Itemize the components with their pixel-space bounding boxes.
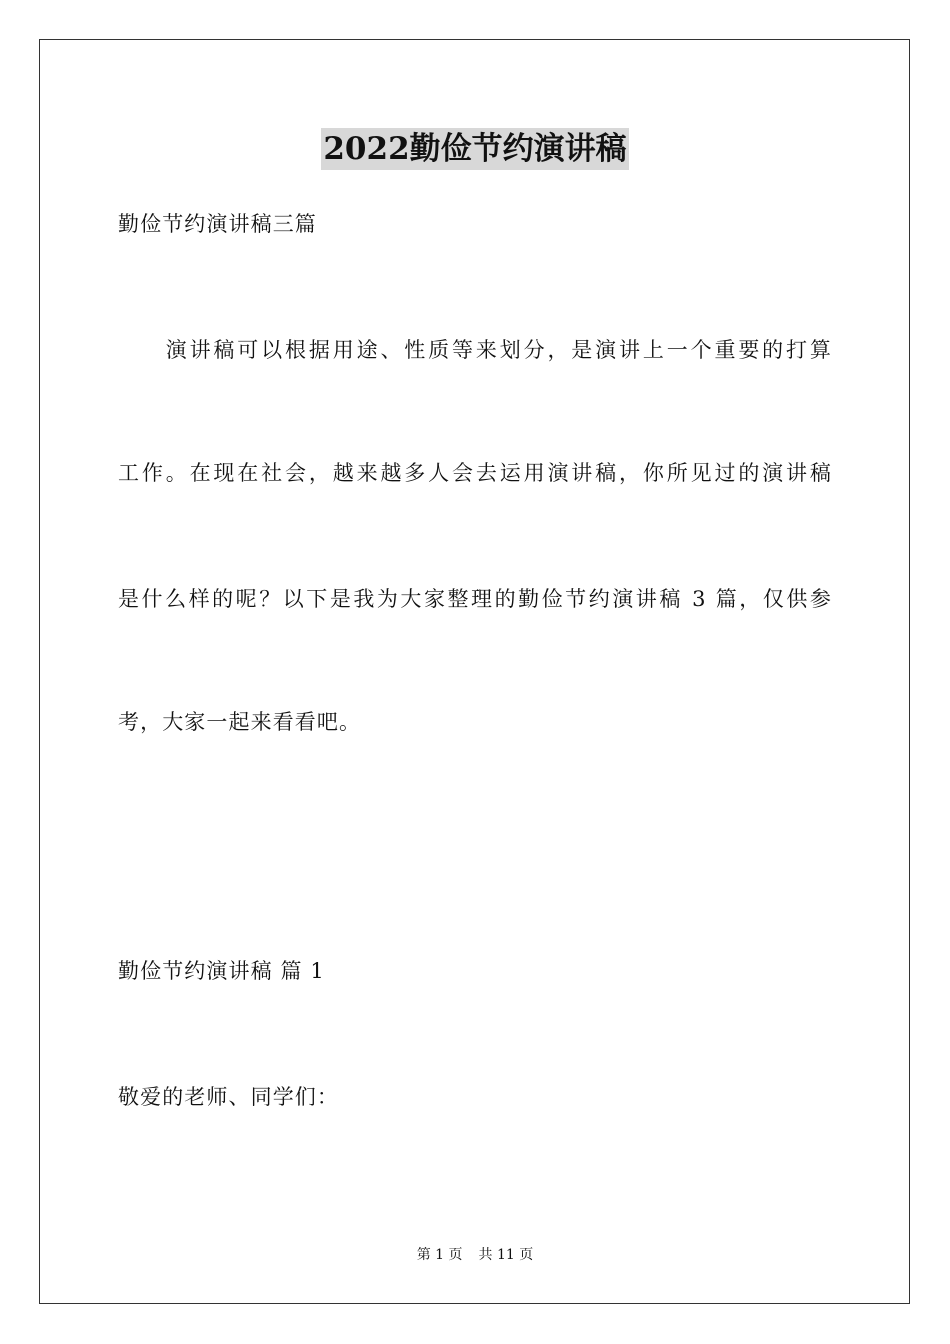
page-number-total: 共 11 页	[478, 1247, 534, 1263]
intro-line-3: 是什么样的呢？以下是我为大家整理的勤俭节约演讲稿 3 篇，仅供参	[118, 587, 832, 611]
intro-line-4: 考，大家一起来看看吧。	[118, 710, 362, 734]
document-title: 2022勤俭节约演讲稿	[321, 128, 628, 170]
document-subtitle: 勤俭节约演讲稿三篇	[118, 212, 317, 236]
title-container	[0, 128, 950, 170]
intro-line-1: 演讲稿可以根据用途、性质等来划分，是演讲上一个重要的打算	[118, 338, 832, 362]
salutation: 敬爱的老师、同学们：	[118, 1085, 339, 1109]
page-number-current: 第 1 页	[416, 1247, 463, 1263]
page-footer	[0, 1245, 950, 1265]
intro-line-2: 工作。在现在社会，越来越多人会去运用演讲稿，你所见过的演讲稿	[118, 461, 832, 485]
section-heading: 勤俭节约演讲稿 篇 1	[118, 959, 325, 983]
